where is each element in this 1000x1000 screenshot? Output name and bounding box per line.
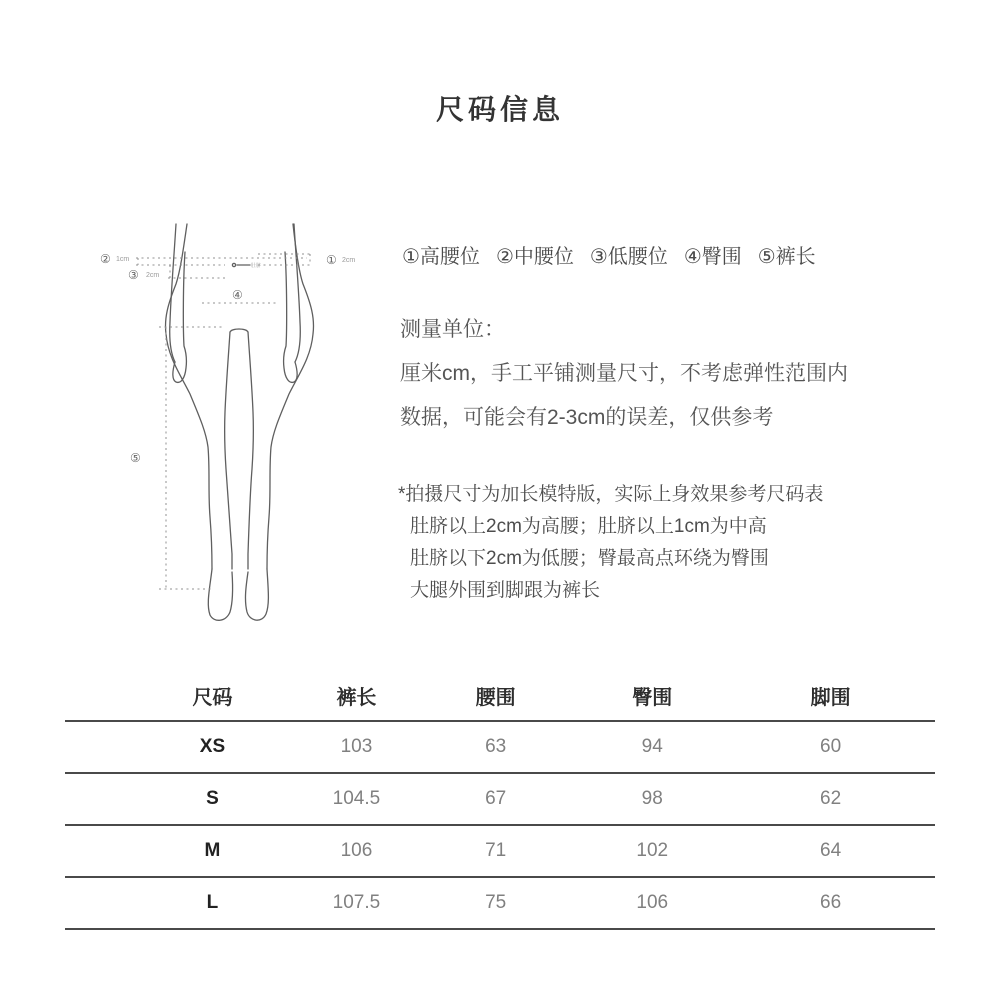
value-cell: 102 [636,840,669,861]
measurement-diagram [92,222,364,657]
value-cell: 104.5 [332,788,381,809]
measurement-unit-heading: 测量单位： [400,318,505,341]
body-right-outline [267,224,314,569]
label-2cm-left: 2cm [146,272,160,279]
notes-block [398,479,823,607]
left-foot [208,569,232,620]
right-foot [245,569,268,620]
right-leg-inner [248,332,253,569]
value-cell: 106 [340,840,373,861]
value-cell: 71 [485,840,507,861]
value-cell: 63 [485,736,507,757]
measurement-unit-lines [400,352,848,440]
note-line: 大腿外围到脚跟为裤长 [410,580,601,601]
column-header: 脚围 [726,670,935,721]
column-header: 腰围 [413,670,578,721]
page-title: 尺码信息 [435,94,564,125]
size-cell: XS [199,736,226,757]
size-table-body [65,721,935,929]
measurement-unit-block [400,308,848,440]
size-cell: M [204,840,221,861]
navel-mark [232,263,235,266]
marker-4: ④ [232,288,243,302]
value-cell: 103 [340,736,373,757]
size-cell: L [206,892,219,913]
table-row [65,773,935,825]
value-cell: 75 [485,892,507,913]
crotch-line [230,329,248,332]
value-cell: 106 [636,892,669,913]
label-2cm-right: 2cm [342,257,356,264]
value-cell: 94 [641,736,663,757]
value-cell: 66 [820,892,842,913]
marker-3: ③ [128,268,139,282]
left-leg-inner [225,332,232,569]
legend-item: ②中腰位 [495,246,574,268]
mannequin-sketch [92,222,364,657]
marker-2: ② [100,252,111,266]
size-cell: S [206,788,219,809]
measurement-legend [402,240,816,269]
table-row [65,721,935,773]
value-cell: 62 [820,788,842,809]
value-cell: 64 [820,840,842,861]
value-cell: 67 [485,788,507,809]
size-table-header-row [65,670,935,721]
navel-label: 肚脐 [251,263,262,269]
marker-5: ⑤ [130,451,141,465]
legend-item: ①高腰位 [402,246,480,268]
right-hand [284,252,298,382]
legend-item: ③低腰位 [589,246,668,268]
size-table [65,670,935,930]
table-row [65,877,935,929]
note-line: *拍摄尺寸为加长模特版，实际上身效果参考尺码表 [398,484,824,505]
value-cell: 60 [820,736,842,757]
note-line: 肚脐以下2cm为低腰；臀最高点环绕为臀围 [410,548,769,569]
label-1cm-left: 1cm [116,256,130,263]
note-line: 肚脐以上2cm为高腰；肚脐以上1cm为中高 [410,516,767,537]
legend-item: ④臀围 [683,246,742,268]
value-cell: 107.5 [332,892,381,913]
measurement-line: 数据，可能会有2-3cm的误差，仅供参考 [400,406,774,429]
value-cell: 98 [641,788,663,809]
measurement-line: 厘米cm，手工平铺测量尺寸，不考虑弹性范围内 [400,362,848,385]
right-arm [294,224,300,362]
table-row [65,825,935,877]
column-header: 裤长 [300,670,413,721]
column-header: 臀围 [578,670,726,721]
marker-1: ① [326,253,337,267]
column-header: 尺码 [65,670,300,721]
legend-item: ⑤裤长 [757,246,816,268]
